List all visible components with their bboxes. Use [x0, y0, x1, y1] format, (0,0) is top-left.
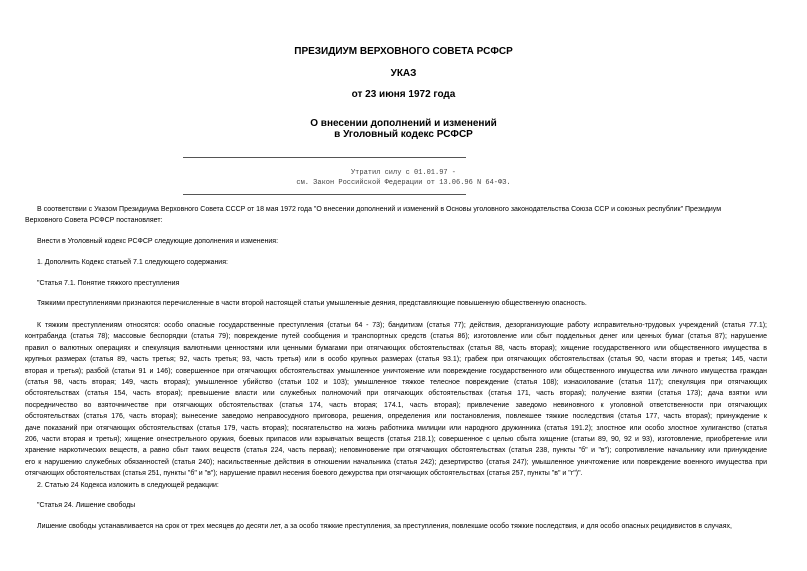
paragraph-line: правил о валютных операциях и спекуляция валютными ценностями или ценными бумагами при отягчающих обстоятельствах (статья 88, часть вторая); хищение государственного или общественного имущества в [25, 344, 767, 352]
article-7-1-definition: Тяжкими преступлениями признаются перечисленные в части второй настоящей статьи умышленные деяния, представляющие повышенную общественную опасность. [37, 300, 587, 307]
article-24-text: Лишение свободы устанавливается на срок от трех месяцев до десяти лет, а за особо тяжкие преступления, за преступления, повлекшие особо тяжкие последствия, и для особо опасных рецидивистов в случаях, [37, 523, 732, 530]
paragraph-line: обстоятельствах (статья 176, часть вторая); вынесение заведомо неправосудного приговора, решения, определения или постановления, повлекшее тяжкие последствия (статья 177, часть вторая); принуждение к [25, 413, 767, 421]
paragraph-line: обстоятельствах (статья 154, часть вторая); превышение власти или служебных полномочий при отягчающих обстоятельствах (статья 171, часть вторая); получение взятки (статья 173); дача взятки или [25, 390, 767, 398]
paragraph-line: посредничество во взяточничестве при отягчающих обстоятельствах (статья 174, часть вторая; 174.1, часть вторая); привлечение заведомо невиновного к уголовной ответственности при отягчающих [25, 401, 767, 409]
paragraph-line: К тяжким преступлениям относятся: особо опасные государственные преступления (статьи 64 - 73); бандитизм (статья 77); действия, дезорганизующие работу исправительно-трудовых учреждений (статья 77.1); [37, 322, 767, 329]
document-type: УКАЗ [390, 68, 417, 79]
article-7-1-list-paragraph [25, 320, 767, 479]
status-note-line1: Утратил силу с 01.01.97 - [350, 169, 457, 177]
changes-intro: Внести в Уголовный кодекс РСФСР следующие дополнения и изменения: [37, 238, 279, 245]
article-24-title: "Статья 24. Лишение свободы [37, 502, 136, 509]
document-title-line1: О внесении дополнений и изменений [310, 118, 497, 129]
paragraph-line: отягчающих обстоятельствах (статья 251, пункты "б" и "в"); нарушение правил несения боевого дежурства при отягчающих обстоятельствах (статья 257, пункты "в" и "г")". [25, 470, 583, 478]
item-1: 1. Дополнить Кодекс статьей 7.1 следующего содержания: [37, 259, 228, 266]
paragraph-line: вторая и третья); разбой (статьи 91 и 146); совершенное при отягчающих обстоятельствах умышленное уничтожение или повреждение государственного или общественного имущества или личного имущества граждан [25, 367, 767, 375]
divider-bottom [183, 194, 466, 195]
paragraph-line: хранение наркотических веществ, а равно сбыт таких веществ (статья 224, часть первая); неповиновение при отягчающих обстоятельствах (статья 238, пункты "б" и "в"); сопротивление начальнику или принуждение [25, 447, 767, 455]
paragraph-line: 206, части вторая и третья); хищение огнестрельного оружия, боевых припасов или взрывчатых веществ (статья 218.1); совершенное с целью сбыта хищение (статьи 89, 90, 92 и 93), изготовление, приобретение или [25, 435, 767, 443]
paragraph-line: даче показаний при отягчающих обстоятельствах (статья 179, часть вторая); посягательство на жизнь работника милиции или народного дружинника (статья 191.2); злостное или особо злостное хулиганство (статья [25, 424, 767, 432]
article-7-1-title: "Статья 7.1. Понятие тяжкого преступления [37, 280, 180, 287]
paragraph-line: (статья 98, часть вторая; 149, часть вторая); умышленное убийство (статьи 102 и 103); умышленное тяжкое телесное повреждение (статья 108); изнасилование (статья 117); спекуляция при отягчающих [25, 378, 767, 386]
paragraph-line: его к нарушению служебных обязанностей (статья 240); насильственные действия в отношении начальника (статья 242); дезертирство (статья 247); умышленное уничтожение или повреждение военного имущества при [25, 458, 767, 466]
item-2: 2. Статью 24 Кодекса изложить в следующей редакции: [37, 482, 219, 489]
issuing-authority: ПРЕЗИДИУМ ВЕРХОВНОГО СОВЕТА РСФСР [294, 46, 513, 57]
divider-top [183, 157, 466, 158]
status-note-line2: см. Закон Российской Федерации от 13.06.96 N 64-ФЗ. [296, 179, 511, 187]
paragraph-line: крупных размерах (статья 89, часть третья; 92, часть третья; 93, часть третья) или в особо крупных размерах (статья 93.1); грабеж при отягчающих обстоятельствах (статья 90, части вторая и третья; 145, части [25, 356, 767, 364]
document-date: от 23 июня 1972 года [351, 89, 456, 100]
document-title-line2: в Уголовный кодекс РСФСР [334, 129, 473, 140]
paragraph-line: контрабанда (статья 78); массовые беспорядки (статья 79); повреждение путей сообщения и транспортных средств (статья 86); изготовление или сбыт поддельных денег или ценных бумаг (статья 87); нарушение [25, 333, 767, 341]
intro-paragraph-line1: В соответствии с Указом Президиума Верховного Совета СССР от 18 мая 1972 года "О внесении дополнений и изменений в Основы уголовного законодательства Союза ССР и союзных республик" Президиум [37, 206, 722, 213]
intro-paragraph-line2: Верховного Совета РСФСР постановляет: [25, 217, 163, 224]
